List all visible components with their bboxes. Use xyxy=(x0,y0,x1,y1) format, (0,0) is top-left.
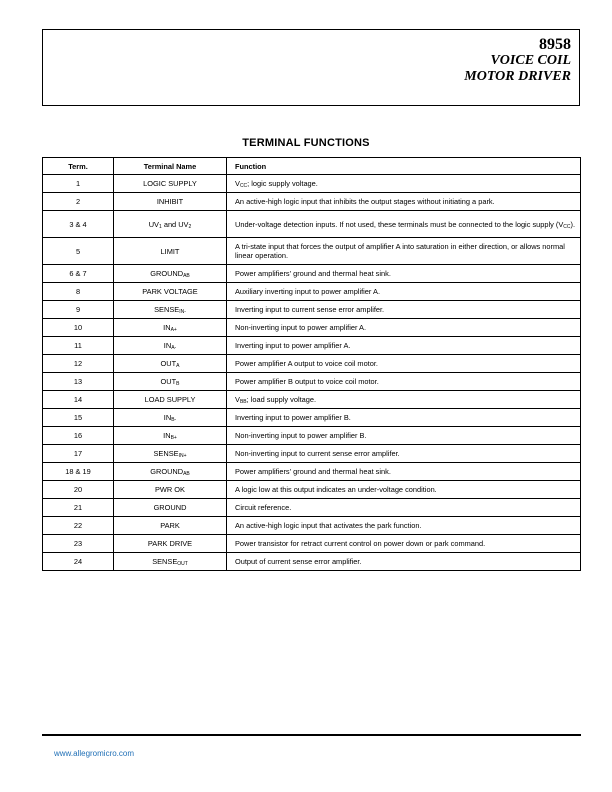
cell-terminal-name xyxy=(114,238,227,265)
terminal-name-name: GROUND xyxy=(153,503,187,512)
table-row xyxy=(43,427,581,445)
cell-term: 12 xyxy=(43,355,114,373)
cell-function xyxy=(227,499,581,517)
column-header-function: Function xyxy=(227,158,581,175)
function-func-pre: Non-inverting input to current sense error amplifer. xyxy=(235,449,400,458)
cell-term: 15 xyxy=(43,409,114,427)
table-row xyxy=(43,238,581,265)
cell-term: 14 xyxy=(43,391,114,409)
terminal-name-name: LOGIC SUPPLY xyxy=(143,179,197,188)
cell-terminal-name xyxy=(114,301,227,319)
cell-function xyxy=(227,445,581,463)
cell-term: 11 xyxy=(43,337,114,355)
function-func-pre: Inverting input to power amplifier B. xyxy=(235,413,351,422)
cell-term: 8 xyxy=(43,283,114,301)
terminal-name-name: PWR OK xyxy=(155,485,185,494)
terminal-name-name-tail: and UV xyxy=(161,219,189,229)
cell-terminal-name xyxy=(114,553,227,571)
terminal-name-name: LIMIT xyxy=(160,246,180,256)
function-func-pre: Output of current sense error amplifier. xyxy=(235,557,362,566)
table-row xyxy=(43,553,581,571)
table-row xyxy=(43,445,581,463)
table-row xyxy=(43,337,581,355)
header-box xyxy=(42,29,580,106)
function-func-pre: Power transistor for retract current control on power down or park command. xyxy=(235,539,486,548)
terminal-name-name: SENSE xyxy=(153,449,179,458)
cell-function xyxy=(227,463,581,481)
cell-term: 2 xyxy=(43,193,114,211)
table-row xyxy=(43,301,581,319)
terminal-name-name-sub2: 2 xyxy=(188,223,192,230)
terminal-name-name-sub: IN+ xyxy=(178,453,187,459)
column-header-name: Terminal Name xyxy=(114,158,227,175)
cell-terminal-name xyxy=(114,409,227,427)
cell-terminal-name xyxy=(114,193,227,211)
cell-function xyxy=(227,355,581,373)
terminal-name-name: IN xyxy=(163,431,171,440)
terminal-name-name: LOAD SUPPLY xyxy=(144,395,196,404)
cell-terminal-name xyxy=(114,517,227,535)
function-func-pre: Inverting input to current sense error amplifer. xyxy=(235,305,385,314)
terminal-name-name-sub: AB xyxy=(183,471,190,477)
cell-term: 18 & 19 xyxy=(43,463,114,481)
terminal-name-name-sub: 1 xyxy=(159,223,162,230)
terminal-name-name: GROUND xyxy=(150,467,184,476)
cell-function xyxy=(227,553,581,571)
terminal-name-name: IN xyxy=(163,413,172,422)
terminal-name-name: SENSE xyxy=(154,305,180,314)
terminal-name-name: IN xyxy=(163,323,171,332)
cell-terminal-name xyxy=(114,391,227,409)
function-func-pre: A tri-state input that forces the output of amplifier A into saturation in either direction, or allows normal linear operation. xyxy=(235,242,565,260)
function-func-pre: Circuit reference. xyxy=(235,503,292,512)
terminal-name-name: IN xyxy=(163,341,172,350)
terminal-name-name: GROUND xyxy=(150,269,184,278)
cell-function xyxy=(227,319,581,337)
table-row xyxy=(43,373,581,391)
cell-term: 23 xyxy=(43,535,114,553)
cell-terminal-name xyxy=(114,283,227,301)
cell-function xyxy=(227,175,581,193)
cell-terminal-name xyxy=(114,535,227,553)
function-func-pre: Under-voltage detection inputs. If not used, these terminals must be connected to the logic supply (V xyxy=(235,219,564,229)
function-func-post: ; load supply voltage. xyxy=(246,395,317,404)
cell-function xyxy=(227,535,581,553)
table-row xyxy=(43,193,581,211)
terminal-name-name: INHIBIT xyxy=(156,197,184,206)
cell-term: 16 xyxy=(43,427,114,445)
terminal-name-name-sub: IN- xyxy=(179,309,186,315)
terminal-name-name-sub: A- xyxy=(171,345,177,351)
terminal-name-name: UV xyxy=(148,219,159,229)
table-row xyxy=(43,499,581,517)
terminal-name-name: OUT xyxy=(160,377,177,386)
table-body xyxy=(43,175,581,571)
cell-function xyxy=(227,517,581,535)
function-func-pre: Power amplifier A output to voice coil motor. xyxy=(235,359,378,368)
cell-terminal-name xyxy=(114,175,227,193)
terminal-name-name-sub: A xyxy=(176,363,180,369)
cell-terminal-name xyxy=(114,373,227,391)
cell-function xyxy=(227,409,581,427)
cell-terminal-name xyxy=(114,319,227,337)
table-row xyxy=(43,175,581,193)
cell-function xyxy=(227,193,581,211)
cell-terminal-name xyxy=(114,463,227,481)
table-row xyxy=(43,481,581,499)
function-func-sub: CC xyxy=(563,223,571,230)
function-func-post: ; logic supply voltage. xyxy=(247,179,318,188)
part-number: 8958 xyxy=(539,36,571,53)
section-title: TERMINAL FUNCTIONS xyxy=(242,137,370,149)
function-func-pre: Power amplifiers' ground and thermal heat sink. xyxy=(235,467,391,476)
cell-function xyxy=(227,265,581,283)
cell-terminal-name xyxy=(114,211,227,238)
terminal-name-name: PARK xyxy=(160,521,180,530)
function-func-sub: CC xyxy=(239,183,248,189)
cell-function xyxy=(227,391,581,409)
cell-function xyxy=(227,373,581,391)
cell-function xyxy=(227,301,581,319)
table-row xyxy=(43,265,581,283)
title-line-2: MOTOR DRIVER xyxy=(464,69,571,84)
table-header-row xyxy=(43,158,581,175)
function-func-pre: Power amplifiers' ground and thermal heat sink. xyxy=(235,269,391,278)
cell-term: 22 xyxy=(43,517,114,535)
cell-function xyxy=(227,283,581,301)
table-row xyxy=(43,517,581,535)
cell-term: 21 xyxy=(43,499,114,517)
cell-terminal-name xyxy=(114,355,227,373)
cell-term: 1 xyxy=(43,175,114,193)
function-func-pre: Inverting input to power amplifier A. xyxy=(235,341,351,350)
cell-terminal-name xyxy=(114,265,227,283)
cell-term: 20 xyxy=(43,481,114,499)
terminal-name-name-sub: B+ xyxy=(170,435,177,441)
terminal-name-name-sub: OUT xyxy=(177,561,188,567)
cell-terminal-name xyxy=(114,427,227,445)
cell-terminal-name xyxy=(114,481,227,499)
terminal-name-name: PARK DRIVE xyxy=(147,539,193,548)
title-line-1: VOICE COIL xyxy=(490,53,571,68)
terminal-name-name-sub: B- xyxy=(171,417,177,423)
cell-term: 17 xyxy=(43,445,114,463)
function-func-pre: An active-high logic input that activates the park function. xyxy=(235,521,422,530)
cell-terminal-name xyxy=(114,337,227,355)
cell-terminal-name xyxy=(114,499,227,517)
function-func-pre: Non-inverting input to power amplifier A. xyxy=(235,323,367,332)
terminal-name-name: OUT xyxy=(160,359,177,368)
function-func-post: ). xyxy=(570,219,575,229)
cell-terminal-name xyxy=(114,445,227,463)
function-func-pre: V xyxy=(235,395,240,404)
table-row xyxy=(43,319,581,337)
cell-function xyxy=(227,211,581,238)
function-func-pre: V xyxy=(235,179,240,188)
footer-rule xyxy=(42,734,581,736)
terminal-functions-table xyxy=(42,157,581,571)
function-func-pre: A logic low at this output indicates an under-voltage condition. xyxy=(235,485,437,494)
table-row xyxy=(43,463,581,481)
function-func-pre: Auxiliary inverting input to power amplifier A. xyxy=(235,287,381,296)
terminal-name-name-sub: A+ xyxy=(170,327,177,333)
table-row xyxy=(43,391,581,409)
terminal-name-name: PARK VOLTAGE xyxy=(142,287,198,296)
cell-term: 6 & 7 xyxy=(43,265,114,283)
cell-function xyxy=(227,481,581,499)
function-func-pre: Power amplifier B output to voice coil motor. xyxy=(235,377,379,386)
cell-term: 24 xyxy=(43,553,114,571)
function-func-sub: BB xyxy=(239,399,247,405)
table-row xyxy=(43,211,581,238)
table-row xyxy=(43,409,581,427)
cell-function xyxy=(227,238,581,265)
cell-term: 3 & 4 xyxy=(43,211,114,238)
terminal-name-name-sub: B xyxy=(176,381,180,387)
cell-function xyxy=(227,427,581,445)
function-func-pre: Non-inverting input to power amplifier B. xyxy=(235,431,367,440)
cell-term: 9 xyxy=(43,301,114,319)
table-row xyxy=(43,355,581,373)
column-header-term: Term. xyxy=(43,158,114,175)
table-row xyxy=(43,535,581,553)
cell-term: 13 xyxy=(43,373,114,391)
function-func-pre: An active-high logic input that inhibits the output stages without initiating a park. xyxy=(235,197,495,206)
cell-term: 5 xyxy=(43,238,114,265)
cell-term: 10 xyxy=(43,319,114,337)
cell-function xyxy=(227,337,581,355)
footer-url-link[interactable]: www.allegromicro.com xyxy=(54,749,135,758)
terminal-name-name-sub: AB xyxy=(183,273,190,279)
table-row xyxy=(43,283,581,301)
terminal-name-name: SENSE xyxy=(152,557,178,566)
